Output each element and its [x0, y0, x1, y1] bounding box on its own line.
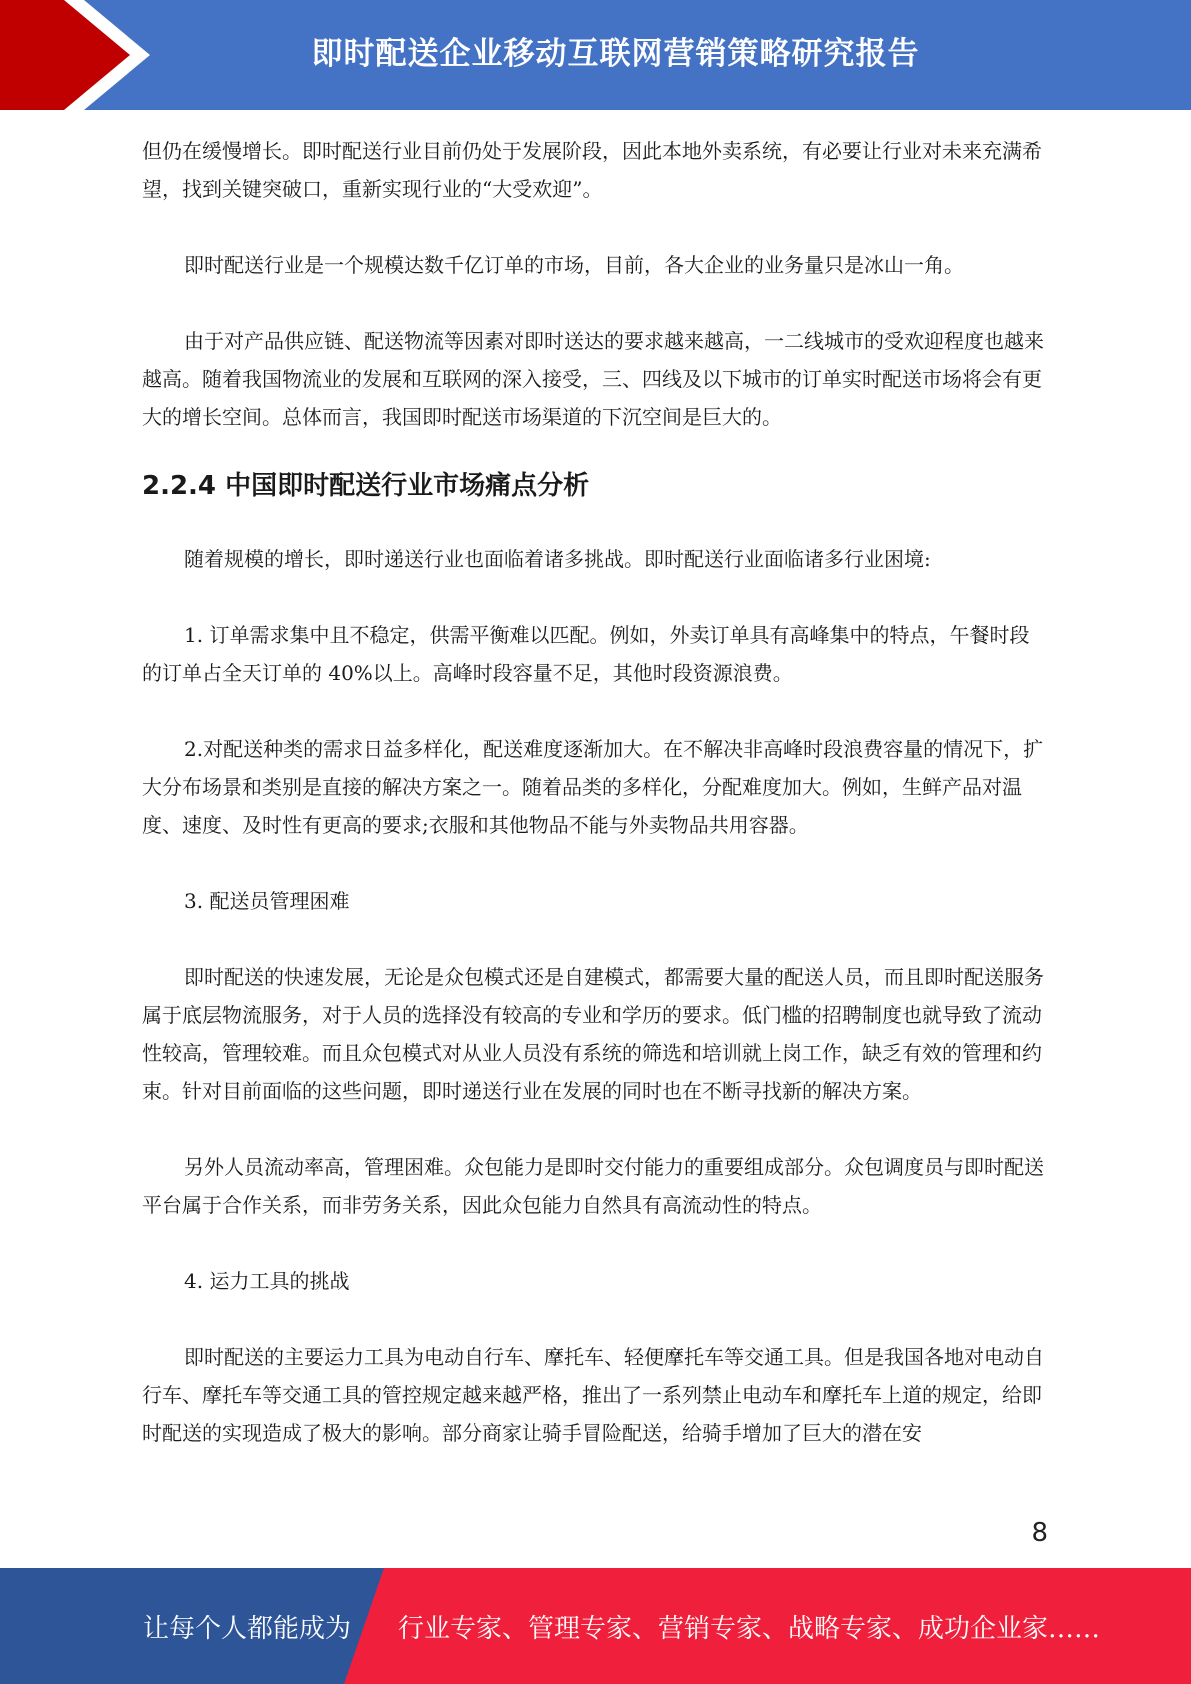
page-header	[0, 0, 1191, 110]
paragraph: 即时配送的主要运力工具为电动自行车、摩托车、轻便摩托车等交通工具。但是我国各地对电动自行车、摩托车等交通工具的管控规定越来越严格，推出了一系列禁止电动车和摩托车上道的规定，给即时配送的实现造成了极大的影响。部分商家让骑手冒险配送，给骑手增加了巨大的潜在安	[142, 1345, 1044, 1445]
paragraph: 由于对产品供应链、配送物流等因素对即时送达的要求越来越高，一二线城市的受欢迎程度也越来越高。随着我国物流业的发展和互联网的深入接受，三、四线及以下城市的订单实时配送市场将会有更大的增长空间。总体而言，我国即时配送市场渠道的下沉空间是巨大的。	[142, 329, 1044, 429]
paragraph: 2.对配送种类的需求日益多样化，配送难度逐渐加大。在不解决非高峰时段浪费容量的情况下，扩大分布场景和类别是直接的解决方案之一。随着品类的多样化，分配难度加大。例如，生鲜产品对温度、速度、及时性有更高的要求;衣服和其他物品不能与外卖物品共用容器。	[142, 737, 1044, 837]
paragraph: 4. 运力工具的挑战	[184, 1269, 350, 1293]
paragraph: 即时配送行业是一个规模达数千亿订单的市场，目前，各大企业的业务量只是冰山一角。	[184, 253, 964, 277]
paragraph: 随着规模的增长，即时递送行业也面临着诸多挑战。即时配送行业面临诸多行业困境:	[184, 547, 931, 571]
paragraph: 但仍在缓慢增长。即时配送行业目前仍处于发展阶段，因此本地外卖系统，有必要让行业对未来充满希望，找到关键突破口，重新实现行业的“大受欢迎”。	[142, 139, 1042, 201]
paragraph: 1. 订单需求集中且不稳定，供需平衡难以匹配。例如，外卖订单具有高峰集中的特点，午餐时段的订单占全天订单的 40%以上。高峰时段容量不足，其他时段资源浪费。	[142, 623, 1030, 685]
section-heading: 2.2.4 中国即时配送行业市场痛点分析	[142, 471, 590, 501]
page-footer	[0, 1568, 1191, 1684]
report-title: 即时配送企业移动互联网营销策略研究报告	[311, 36, 920, 72]
document-body	[142, 132, 1046, 1452]
paragraph: 即时配送的快速发展，无论是众包模式还是自建模式，都需要大量的配送人员，而且即时配送服务属于底层物流服务，对于人员的选择没有较高的专业和学历的要求。低门槛的招聘制度也就导致了流动性较高，管理较难。而且众包模式对从业人员没有系统的筛选和培训就上岗工作，缺乏有效的管理和约束。针对目前面临的这些问题，即时递送行业在发展的同时也在不断寻找新的解决方案。	[142, 965, 1044, 1103]
paragraph: 3. 配送员管理困难	[184, 889, 350, 913]
page-number: 8	[1031, 1518, 1048, 1548]
footer-slogan-right: 行业专家、管理专家、营销专家、战略专家、成功企业家……	[398, 1614, 1101, 1644]
paragraph: 另外人员流动率高，管理困难。众包能力是即时交付能力的重要组成部分。众包调度员与即时配送平台属于合作关系，而非劳务关系，因此众包能力自然具有高流动性的特点。	[142, 1155, 1044, 1217]
footer-slogan-left: 让每个人都能成为	[143, 1614, 352, 1644]
